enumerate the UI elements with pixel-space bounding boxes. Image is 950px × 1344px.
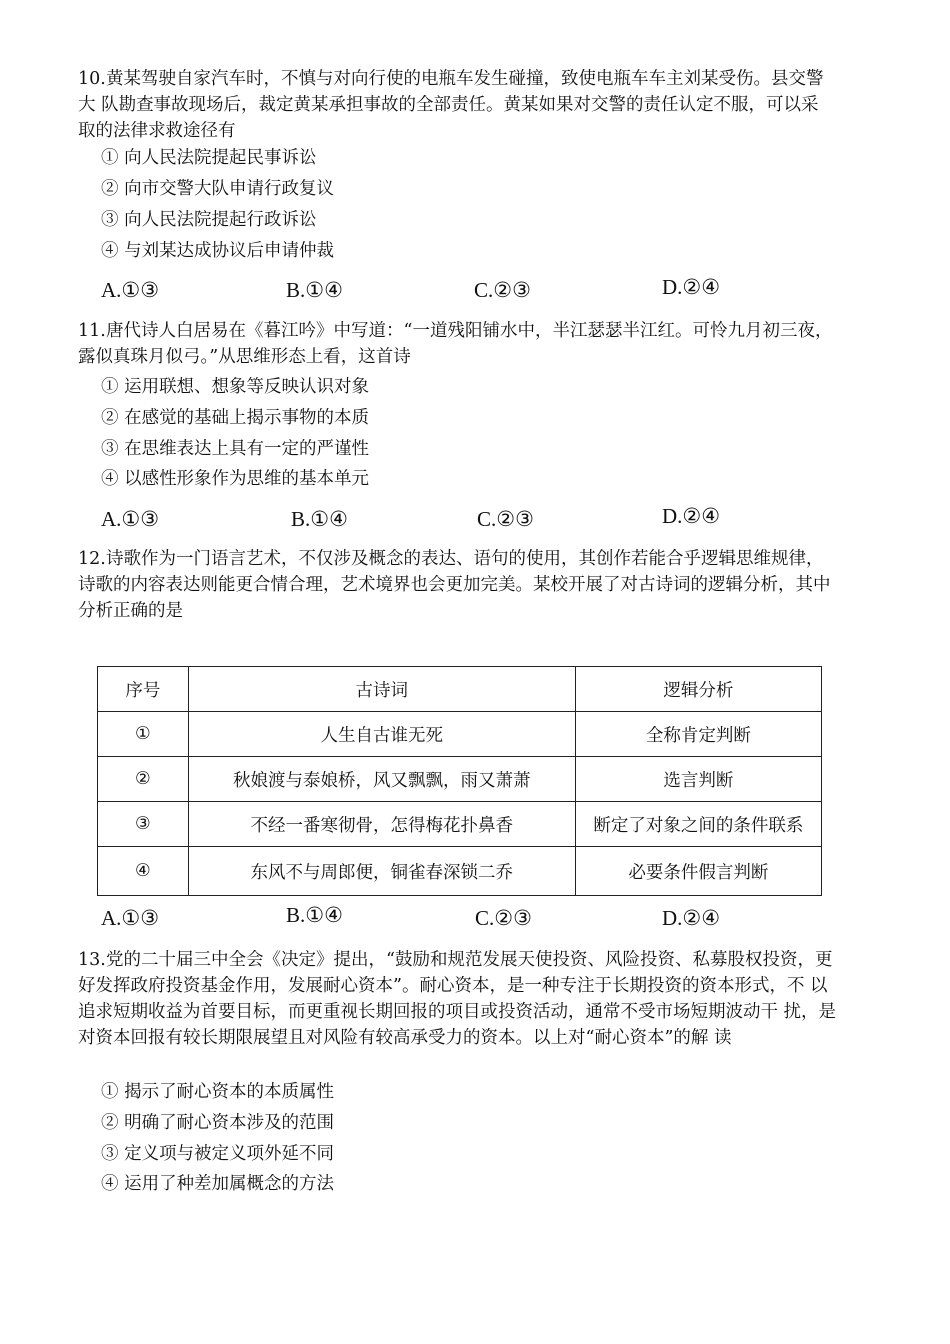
option-item: ④ 以感性形象作为思维的基本单元	[101, 469, 370, 489]
option-item: ② 在感觉的基础上揭示事物的本质	[101, 408, 370, 428]
question-13	[78, 947, 838, 1051]
cell-analysis: 选言判断	[575, 757, 821, 802]
choice-a[interactable]: A.①③	[101, 906, 160, 930]
option-item: ① 揭示了耐心资本的本质属性	[101, 1082, 335, 1102]
option-item: ② 向市交警大队申请行政复议	[101, 179, 335, 199]
question-text: 党的二十届三中全会《决定》提出，“鼓励和规范发展天使投资、风险投资、私募股权投资，更 好发挥政府投资基金作用，发展耐心资本”。耐心资本，是一种专注于长期投资的资本形式，不 以追求短期收益为首要目标，而更重视长期回报的项目或投资活动，通常不受市场短期波动干 扰，是对资本回报有较长期限展望且对风险有较高承受力的资本。以上对“耐心资本”的解 读	[78, 950, 837, 1048]
choice-c[interactable]: C.②③	[477, 507, 534, 531]
cell-analysis: 必要条件假言判断	[575, 847, 821, 896]
table-header-row	[98, 667, 822, 712]
question-text: 黄某驾驶自家汽车时，不慎与对向行使的电瓶车发生碰撞，致使电瓶车车主刘某受伤。县交警大 队勘查事故现场后，裁定黄某承担事故的全部责任。黄某如果对交警的责任认定不服，可以采 取的法律求救途径有	[78, 69, 824, 141]
question-number: 10.	[78, 69, 106, 89]
table-row	[98, 802, 822, 847]
cell-index: ①	[98, 712, 189, 757]
option-item: ② 明确了耐心资本涉及的范围	[101, 1113, 335, 1133]
option-item: ③ 定义项与被定义项外延不同	[101, 1144, 335, 1164]
choice-d[interactable]: D.②④	[662, 906, 721, 930]
table-row	[98, 712, 822, 757]
choice-b[interactable]: B.①④	[291, 507, 348, 531]
option-item: ③ 在思维表达上具有一定的严谨性	[101, 439, 370, 459]
option-item: ④ 与刘某达成协议后申请仲裁	[101, 241, 335, 261]
choice-b[interactable]: B.①④	[286, 278, 343, 302]
option-item: ① 向人民法院提起民事诉讼	[101, 148, 317, 168]
logic-table	[97, 666, 822, 896]
header-poem: 古诗词	[188, 667, 575, 712]
cell-index: ②	[98, 757, 189, 802]
cell-index: ③	[98, 802, 189, 847]
cell-poem: 秋娘渡与泰娘桥，风又飘飘，雨又萧萧	[188, 757, 575, 802]
cell-poem: 不经一番寒彻骨，怎得梅花扑鼻香	[188, 802, 575, 847]
choice-d[interactable]: D.②④	[662, 504, 721, 528]
question-number: 13.	[78, 950, 106, 970]
question-text: 诗歌作为一门语言艺术，不仅涉及概念的表达、语句的使用，其创作若能合乎逻辑思维规律，诗歌的内容表达则能更合情合理，艺术境界也会更加完美。某校开展了对古诗词的逻辑分析，其中分析正确的是	[78, 549, 831, 621]
cell-poem: 人生自古谁无死	[188, 712, 575, 757]
choice-d[interactable]: D.②④	[662, 275, 721, 299]
option-item: ③ 向人民法院提起行政诉讼	[101, 210, 317, 230]
question-11	[78, 318, 838, 370]
choice-a[interactable]: A.①③	[101, 278, 160, 302]
option-item: ① 运用联想、想象等反映认识对象	[101, 377, 370, 397]
question-12	[78, 546, 838, 624]
cell-poem: 东风不与周郎便，铜雀春深锁二乔	[188, 847, 575, 896]
cell-analysis: 全称肯定判断	[575, 712, 821, 757]
question-number: 12.	[78, 549, 106, 569]
header-analysis: 逻辑分析	[575, 667, 821, 712]
table-row	[98, 757, 822, 802]
option-item: ④ 运用了种差加属概念的方法	[101, 1174, 335, 1194]
choice-b[interactable]: B.①④	[286, 903, 343, 927]
question-number: 11.	[78, 321, 106, 341]
cell-analysis: 断定了对象之间的条件联系	[575, 802, 821, 847]
table-row	[98, 847, 822, 896]
question-10	[78, 66, 838, 144]
question-text: 唐代诗人白居易在《暮江吟》中写道：“一道残阳铺水中，半江瑟瑟半江红。可怜九月初三夜， 露似真珠月似弓。”从思维形态上看，这首诗	[78, 321, 833, 367]
cell-index: ④	[98, 847, 189, 896]
choice-a[interactable]: A.①③	[101, 507, 160, 531]
choice-c[interactable]: C.②③	[474, 278, 531, 302]
header-index: 序号	[98, 667, 189, 712]
choice-c[interactable]: C.②③	[475, 906, 532, 930]
